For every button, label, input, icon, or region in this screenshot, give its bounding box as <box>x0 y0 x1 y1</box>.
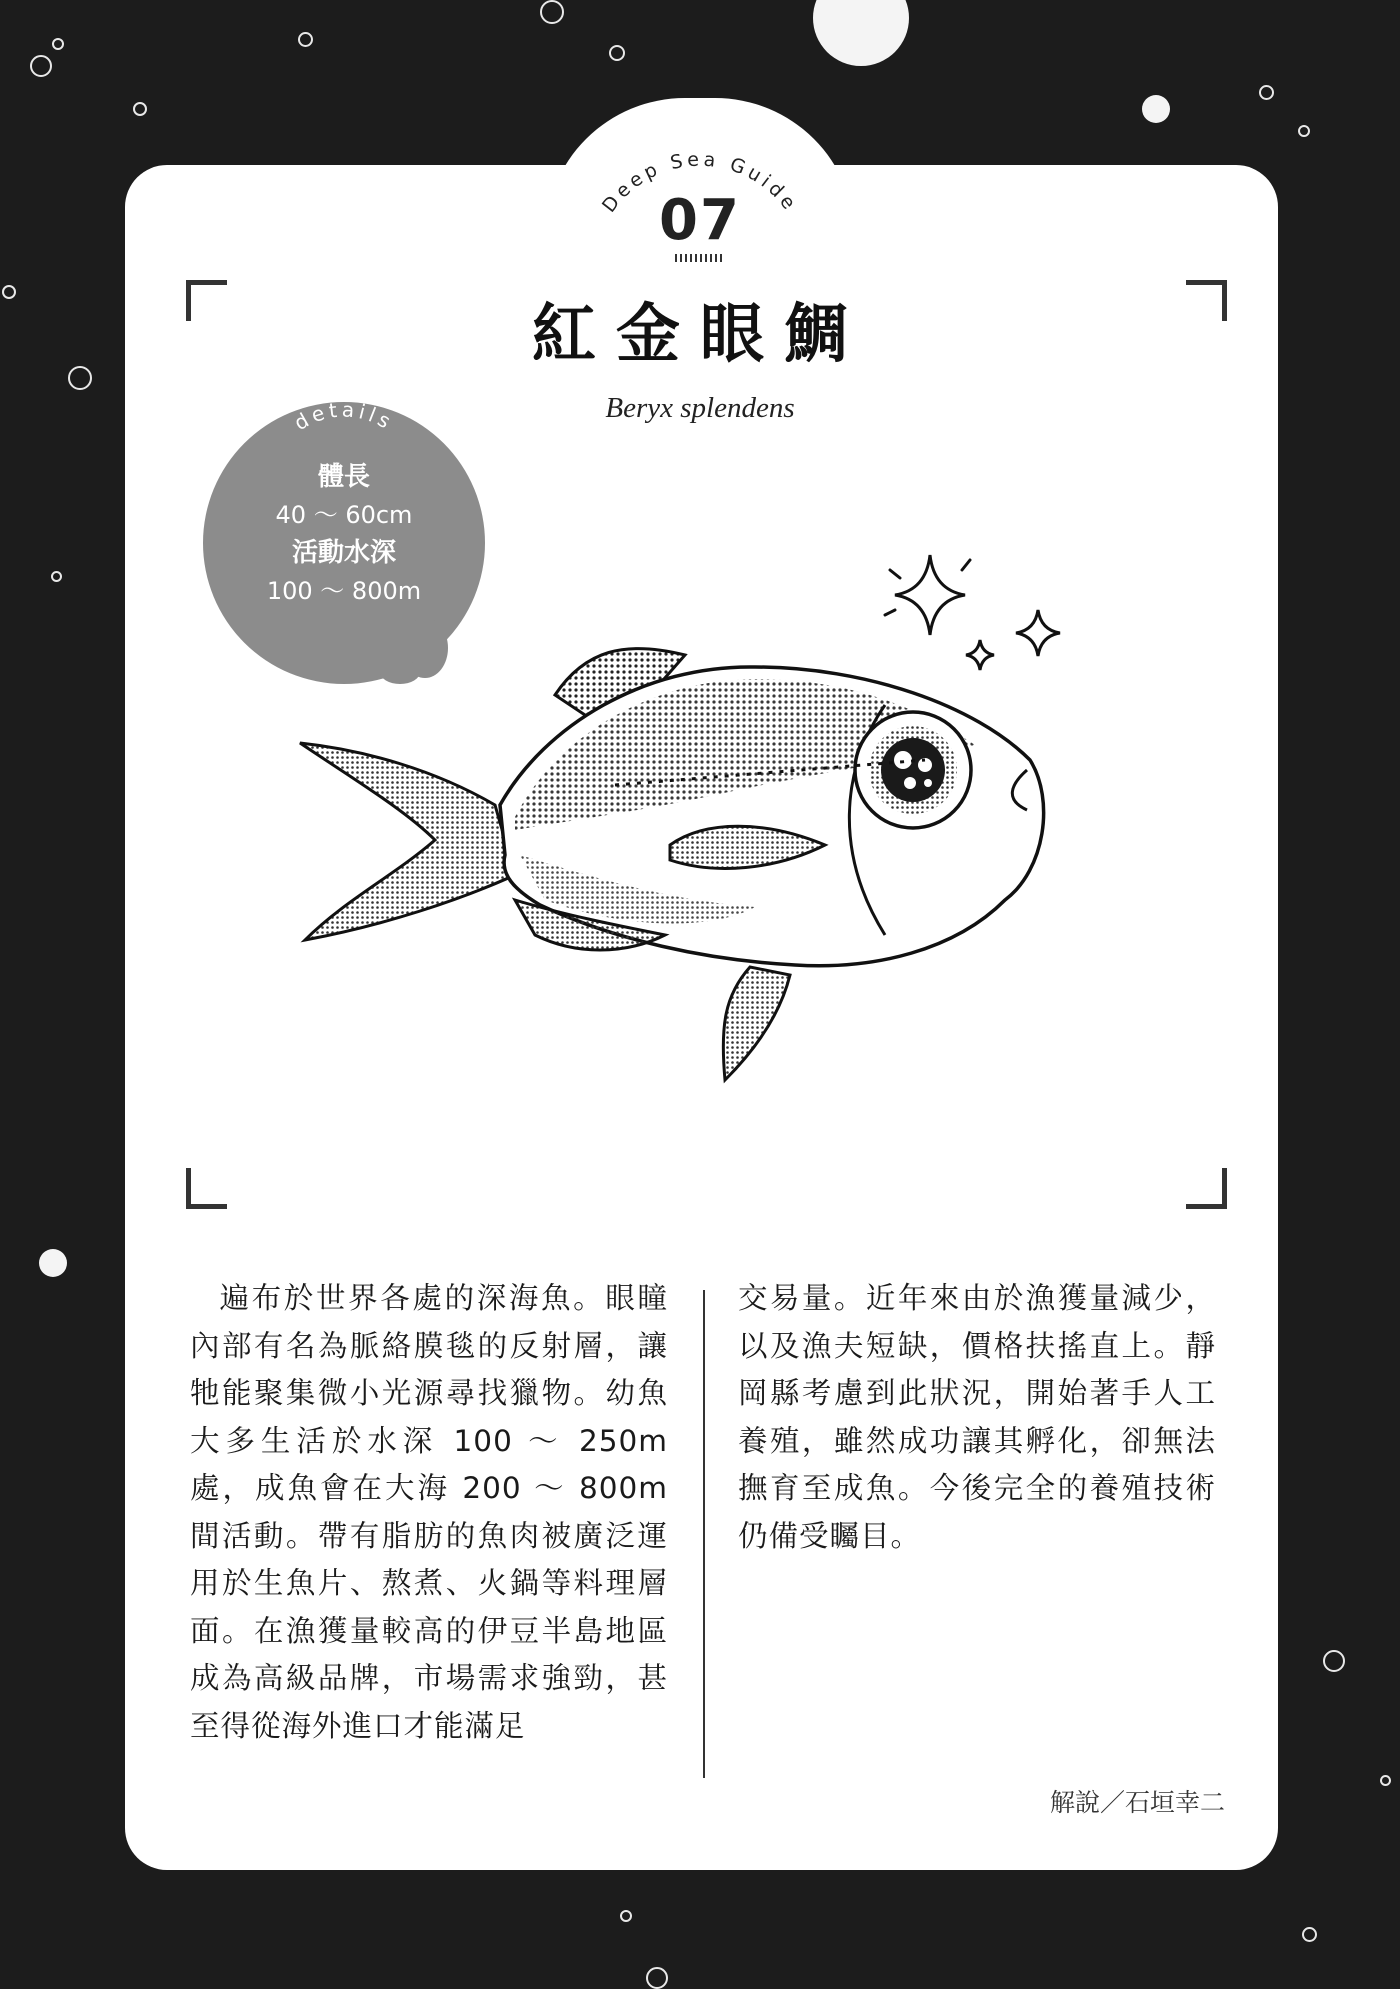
scientific-name: Beryx splendens <box>605 392 795 424</box>
bubble <box>620 1910 632 1922</box>
bubble <box>133 102 147 116</box>
column-divider <box>703 1290 705 1778</box>
bubble <box>609 45 625 61</box>
bubble <box>1380 1775 1391 1786</box>
bubble <box>540 0 564 24</box>
description-left-column: 遍布於世界各處的深海魚。眼瞳內部有名為脈絡膜毯的反射層，讓牠能聚集微小光源尋找獵物。幼魚大多生活於水深 100 ～ 250m處，成魚會在大海 200 ～ 800m 間活動。帶有脂肪的魚肉被廣泛運用於生魚片、熬煮、火鍋等料理層面。在漁獲量較高的伊豆半島地區成為高級品牌，市場需求強勁，甚至得從海外進口才能滿足 <box>190 1281 668 1743</box>
number-underline <box>675 254 725 262</box>
author-credit: 解說／石垣幸二 <box>1049 1788 1225 1817</box>
sparkle-icon <box>870 545 1080 695</box>
length-value: 40 ～ 60cm <box>275 501 413 529</box>
bubble <box>51 571 62 582</box>
bubble <box>39 1249 67 1277</box>
species-name: 紅金眼鯛 <box>532 298 868 372</box>
bubble <box>298 32 313 47</box>
frame-corner-bottom-left <box>186 1168 227 1209</box>
bubble <box>813 0 909 66</box>
details-label-text: details <box>289 402 399 436</box>
frame-corner-bottom-right <box>1186 1168 1227 1209</box>
bubble <box>1323 1650 1345 1672</box>
svg-text:details <box>290 402 398 435</box>
series-title-text: Deep Sea Guide <box>597 148 803 217</box>
depth-value: 100 ～ 800m <box>266 577 422 605</box>
bubble <box>52 38 64 50</box>
bubble <box>1298 125 1310 137</box>
description-right-column: 交易量。近年來由於漁獲量減少，以及漁夫短缺，價格扶搖直上。靜岡縣考慮到此狀況，開始著手人工養殖，雖然成功讓其孵化，卻無法撫育至成魚。今後完全的養殖技術仍備受矚目。 <box>738 1281 1216 1553</box>
length-label: 體長 <box>317 462 370 492</box>
depth-label: 活動水深 <box>291 538 396 568</box>
bubble <box>30 55 52 77</box>
bubble <box>1302 1927 1317 1942</box>
bubble <box>1259 85 1274 100</box>
entry-number: 07 <box>659 188 741 253</box>
bubble <box>1142 95 1170 123</box>
